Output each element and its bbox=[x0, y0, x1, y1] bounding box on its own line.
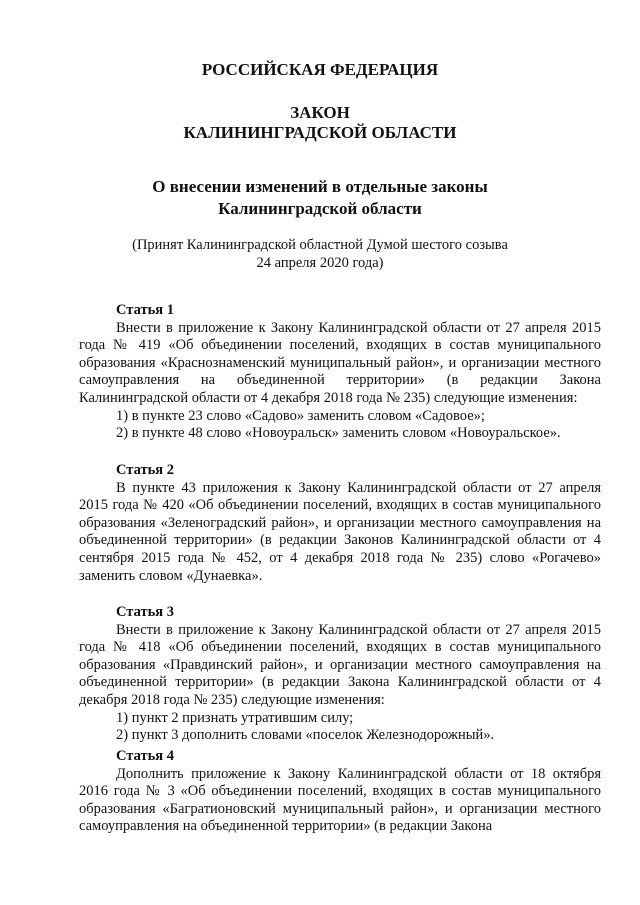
article-item: 1) пункт 2 признать утратившим силу; bbox=[116, 709, 354, 726]
article-body: Внести в приложение к Закону Калининградской области от 27 апреля 2015 года № 419 «Об объединении поселений, входящих в состав муниципального образования «Краснознаменский муниципальный район», и организации местного самоуправления на объединенной территории» (в редакции Закона Калининградской области от 4 декабря 2018 года № 235) следующие изменения: bbox=[79, 319, 601, 406]
law-heading-line2: КАЛИНИНГРАДСКОЙ ОБЛАСТИ bbox=[183, 123, 457, 142]
adoption-note-line2: 24 апреля 2020 года) bbox=[256, 255, 384, 271]
article-body: Дополнить приложение к Закону Калининградской области от 18 октября 2016 года № 3 «Об объединении поселений, входящих в состав муниципального образования «Багратионовский муниципальный район», и организации местного самоуправления на объединенной территории» (в редакции Закона bbox=[79, 765, 601, 835]
article-2 bbox=[79, 462, 601, 585]
article-body: Внести в приложение к Закону Калининградской области от 27 апреля 2015 года № 418 «Об объединении поселений, входящих в состав муниципального образования «Правдинский район», и организации местного самоуправления на объединенной территории» (в редакции Закона Калининградской области от 4 декабря 2018 года № 235) следующие изменения: bbox=[79, 621, 601, 708]
article-item: 2) в пункте 48 слово «Новоуральск» заменить словом «Новоуральское». bbox=[116, 425, 561, 442]
article-heading: Статья 4 bbox=[116, 748, 174, 764]
article-body: В пункте 43 приложения к Закону Калининградской области от 27 апреля 2015 года № 420 «Об объединении поселений, входящих в состав муниципального образования «Зеленоградский район», и организации местного самоуправления на объединенной территории» (в редакции Законов Калининградской области от 4 сентября 2015 года № 452, от 4 декабря 2018 года № 235) слово «Рогачево» заменить словом «Дунаевка». bbox=[79, 479, 601, 584]
article-3 bbox=[79, 604, 601, 745]
article-heading: Статья 3 bbox=[116, 604, 174, 620]
law-heading-line1: ЗАКОН bbox=[290, 103, 350, 122]
article-4 bbox=[79, 748, 601, 836]
law-title bbox=[0, 176, 640, 220]
article-heading: Статья 1 bbox=[116, 302, 174, 318]
adoption-note-line1: (Принят Калининградской областной Думой шестого созыва bbox=[132, 237, 508, 253]
law-title-line1: О внесении изменений в отдельные законы bbox=[152, 177, 488, 196]
article-heading: Статья 2 bbox=[116, 462, 174, 478]
adoption-note bbox=[0, 236, 640, 272]
law-title-line2: Калининградской области bbox=[218, 199, 422, 218]
law-heading bbox=[0, 103, 640, 143]
article-item: 2) пункт 3 дополнить словами «поселок Железнодорожный». bbox=[116, 727, 495, 744]
article-item: 1) в пункте 23 слово «Садово» заменить словом «Садовое»; bbox=[116, 407, 485, 424]
federation-heading: РОССИЙСКАЯ ФЕДЕРАЦИЯ bbox=[201, 60, 439, 79]
article-1 bbox=[79, 302, 601, 443]
